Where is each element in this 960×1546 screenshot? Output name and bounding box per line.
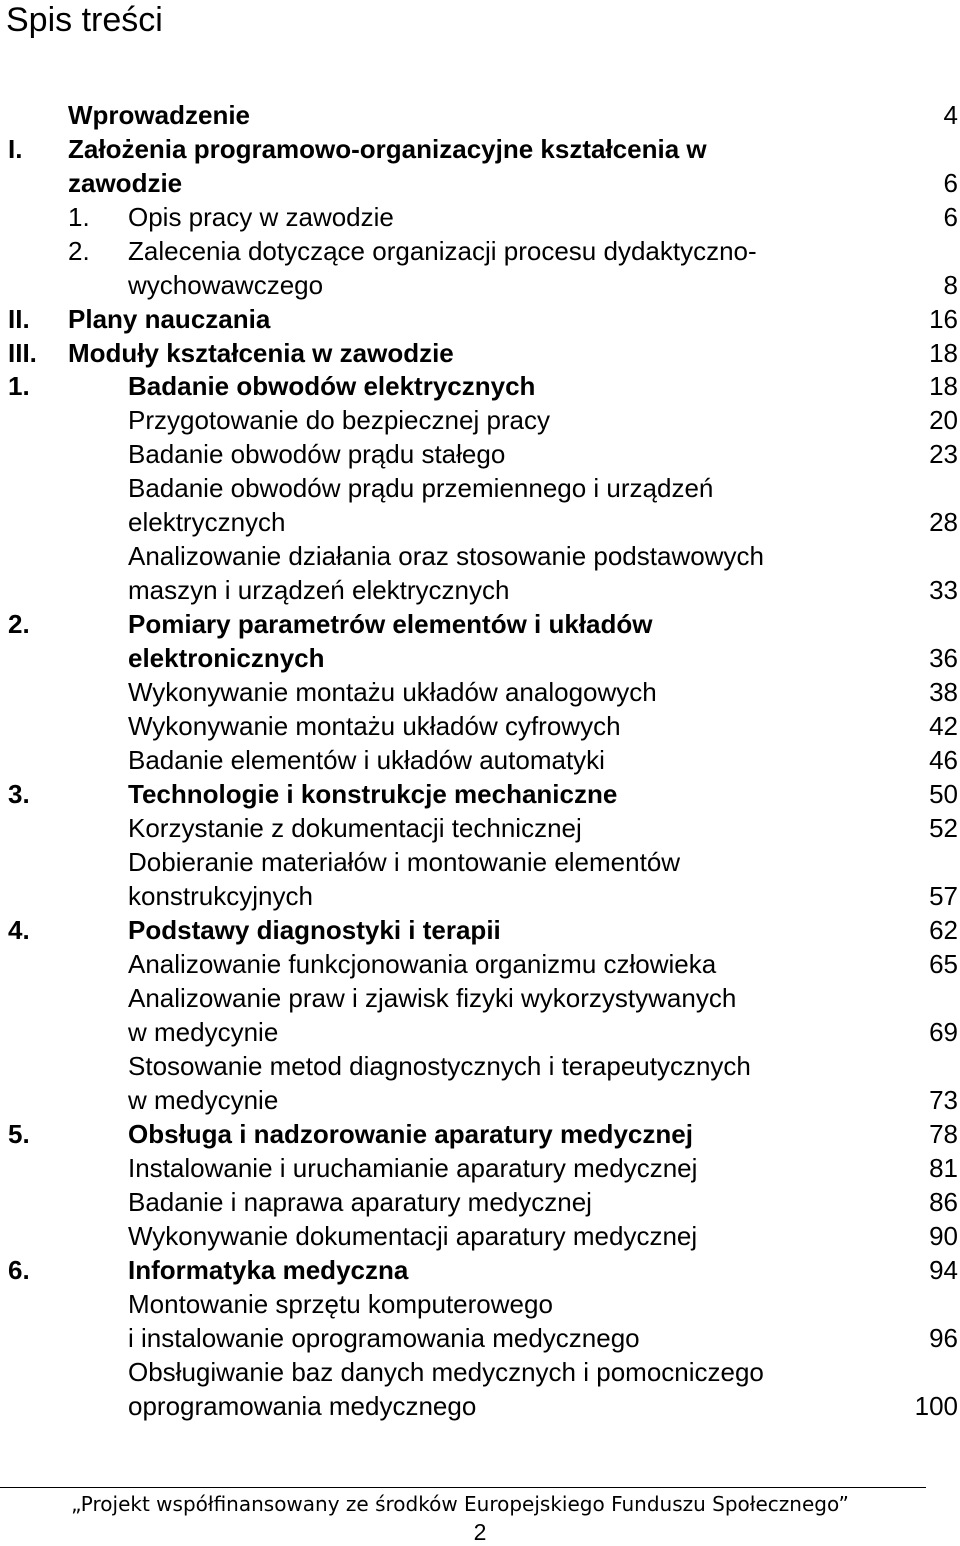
toc-entry-title: Dobieranie materiałów i montowanie elementów [128,847,681,877]
toc-entry [0,1049,960,1083]
toc-entry-page: 50 [929,779,958,809]
toc-entry [0,505,960,539]
toc-entry [0,471,960,505]
toc-entry-number: 1. [68,202,90,232]
toc-entry-page: 6 [943,168,958,198]
toc-entry [0,539,960,573]
toc-entry-number: 2. [68,236,90,266]
toc-entry [0,1389,960,1423]
toc-entry-title: Analizowanie działania oraz stosowanie podstawowych [128,541,764,571]
toc-entry-page: 81 [929,1153,958,1183]
toc-entry [0,743,960,777]
toc-entry-title: Montowanie sprzętu komputerowego [128,1289,553,1319]
toc-entry-title: Badanie elementów i układów automatyki [128,745,605,775]
toc-entry-title: wychowawczego [128,270,324,300]
toc-entry [0,369,960,403]
toc-entry-page: 23 [929,439,958,469]
toc-entry-page: 16 [929,304,958,334]
toc-entry [0,879,960,913]
toc-entry [0,675,960,709]
toc-entry-title: zawodzie [68,168,183,198]
toc-entry-title: Badanie obwodów prądu przemiennego i urządzeń [128,473,714,503]
toc-entry-page: 36 [929,643,958,673]
toc-entry-title: Wykonywanie montażu układów analogowych [128,677,657,707]
toc-entry [0,607,960,641]
toc-entry-page: 62 [929,915,958,945]
toc-entry [0,437,960,471]
toc-entry [0,981,960,1015]
toc-entry-title: Pomiary parametrów elementów i układów [128,609,653,639]
toc-entry-page: 100 [914,1391,958,1421]
toc-entry [0,777,960,811]
toc-entry [0,98,960,132]
toc-entry-number: 5. [8,1119,30,1149]
toc-entry-title: Obsługa i nadzorowanie aparatury medycznej [128,1119,693,1149]
toc-entry-page: 28 [929,507,958,537]
toc-entry-title: Wykonywanie montażu układów cyfrowych [128,711,621,741]
toc-entry-title: Badanie obwodów elektrycznych [128,371,536,401]
toc-entry [0,234,960,268]
toc-entry-page: 69 [929,1017,958,1047]
toc-entry-title: Wprowadzenie [68,100,251,130]
toc-entry-title: Informatyka medyczna [128,1255,409,1285]
toc-entry-page: 20 [929,405,958,435]
toc-entry-title: Analizowanie funkcjonowania organizmu człowieka [128,949,717,979]
toc-entry-title: elektronicznych [128,643,325,673]
toc-entry-title: i instalowanie oprogramowania medycznego [128,1323,640,1353]
toc-entry-page: 6 [943,202,958,232]
toc-entry-title: w medycynie [128,1017,279,1047]
toc-entry-title: konstrukcyjnych [128,881,313,911]
toc-entry-title: Korzystanie z dokumentacji technicznej [128,813,582,843]
toc-entry-title: maszyn i urządzeń elektrycznych [128,575,510,605]
toc-entry [0,1083,960,1117]
toc-entry [0,811,960,845]
toc-entry-title: Plany nauczania [68,304,271,334]
toc-entry-title: Badanie obwodów prądu stałego [128,439,506,469]
toc-entry-page: 73 [929,1085,958,1115]
toc-entry-title: elektrycznych [128,507,286,537]
toc-entry [0,268,960,302]
toc-entry-number: 6. [8,1255,30,1285]
toc-entry [0,641,960,675]
toc-entry-title: Stosowanie metod diagnostycznych i terapeutycznych [128,1051,751,1081]
toc-entry-number: II. [8,304,30,334]
toc-entry-page: 65 [929,949,958,979]
toc-entry [0,709,960,743]
toc-entry-page: 8 [943,270,958,300]
toc-entry-title: Wykonywanie dokumentacji aparatury medycznej [128,1221,698,1251]
toc-entry-page: 52 [929,813,958,843]
toc-entry [0,913,960,947]
toc-entry [0,1219,960,1253]
toc-entry-page: 86 [929,1187,958,1217]
page-number: 2 [473,1519,487,1545]
page-title: Spis treści [6,1,163,39]
toc-entry-page: 94 [929,1255,958,1285]
toc-entry [0,132,960,166]
toc-entry-title: Moduły kształcenia w zawodzie [68,338,454,368]
toc-entry-page: 42 [929,711,958,741]
toc-entry-page: 90 [929,1221,958,1251]
toc-entry [0,1151,960,1185]
toc-entry-title: Obsługiwanie baz danych medycznych i pomocniczego [128,1357,764,1387]
toc-entry [0,1355,960,1389]
toc-entry-page: 33 [929,575,958,605]
toc-entry-title: oprogramowania medycznego [128,1391,477,1421]
toc-entry-page: 38 [929,677,958,707]
toc-entry [0,1117,960,1151]
toc-entry-page: 18 [929,338,958,368]
footer-text: „Projekt współfinansowany ze środków Europejskiego Funduszu Społecznego” [71,1492,849,1516]
toc-entry [0,947,960,981]
toc-entry-number: I. [8,134,23,164]
toc-entry [0,336,960,370]
toc-entry [0,1287,960,1321]
toc-entry-title: Zalecenia dotyczące organizacji procesu dydaktyczno- [128,236,757,266]
toc-entry-page: 78 [929,1119,958,1149]
toc-entry-title: Instalowanie i uruchamianie aparatury medycznej [128,1153,698,1183]
toc-entry-title: Przygotowanie do bezpiecznej pracy [128,405,551,435]
toc-entry [0,302,960,336]
toc-entry-page: 57 [929,881,958,911]
toc-entry [0,1253,960,1287]
toc-entry [0,1015,960,1049]
toc-entry-page: 96 [929,1323,958,1353]
toc-entry [0,845,960,879]
toc-entry [0,166,960,200]
toc-entry-number: III. [8,338,37,368]
toc-entry-title: Podstawy diagnostyki i terapii [128,915,501,945]
toc-entry [0,1321,960,1355]
toc-entry-title: Założenia programowo-organizacyjne kształcenia w [68,134,707,164]
toc-entry-title: Analizowanie praw i zjawisk fizyki wykorzystywanych [128,983,737,1013]
toc-entry [0,200,960,234]
toc-entry-page: 4 [943,100,958,130]
toc-entry-page: 18 [929,371,958,401]
toc-entry-title: Technologie i konstrukcje mechaniczne [128,779,618,809]
toc-entry-title: Opis pracy w zawodzie [128,202,394,232]
toc-entry-title: w medycynie [128,1085,279,1115]
footer-divider [0,1487,926,1488]
toc-entry-number: 4. [8,915,30,945]
toc-entry [0,1185,960,1219]
toc-entry-title: Badanie i naprawa aparatury medycznej [128,1187,592,1217]
toc-entry-page: 46 [929,745,958,775]
toc-entry-number: 2. [8,609,30,639]
toc-entry-number: 1. [8,371,30,401]
toc-entry [0,573,960,607]
toc-entry-number: 3. [8,779,30,809]
toc-entry [0,403,960,437]
